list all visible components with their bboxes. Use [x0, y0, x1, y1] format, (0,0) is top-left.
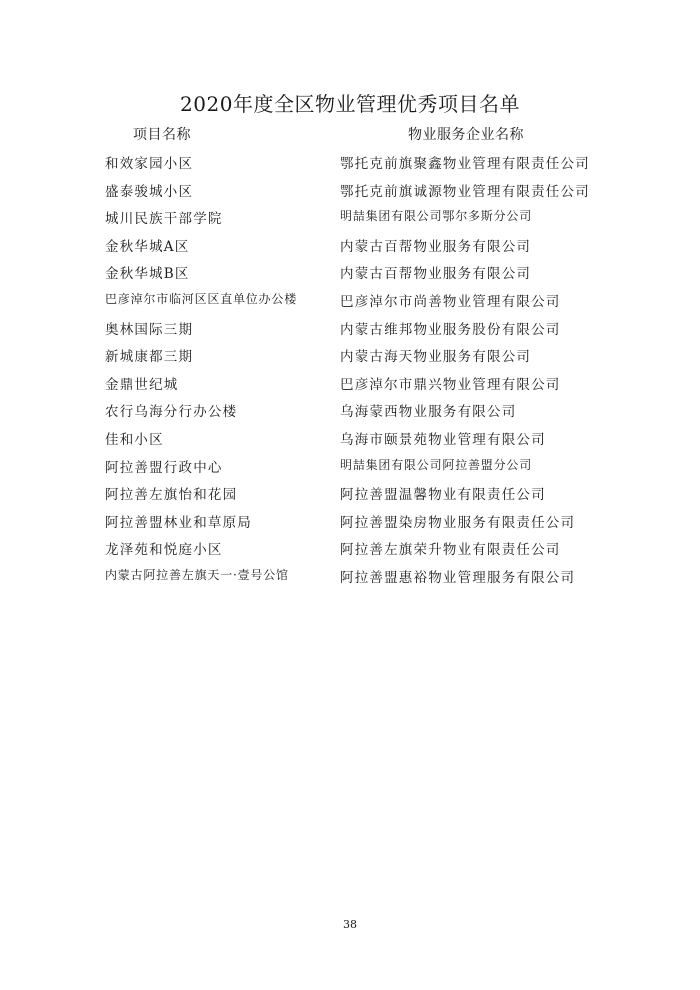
project-name: 和效家园小区	[105, 156, 194, 172]
project-name: 阿拉善盟行政中心	[105, 459, 223, 476]
list-row	[0, 343, 700, 371]
company-name: 乌海蒙西物业服务有限公司	[340, 404, 517, 421]
project-name: 内蒙古阿拉善左旗天一·壹号公馆	[105, 567, 289, 582]
column-header-project: 项目名称	[133, 127, 191, 143]
company-name: 内蒙古维邦物业服务股份有限公司	[340, 321, 561, 338]
project-name: 阿拉善盟林业和草原局	[105, 514, 252, 531]
project-name: 龙泽苑和悦庭小区	[105, 542, 223, 559]
company-name: 巴彦淖尔市鼎兴物业管理有限公司	[340, 376, 561, 393]
list-row	[0, 481, 700, 509]
company-name: 内蒙古百帮物业服务有限公司	[340, 266, 532, 283]
project-name: 佳和小区	[105, 431, 164, 448]
list-row	[0, 371, 700, 399]
project-name: 金秋华城A区	[105, 238, 190, 255]
company-name: 内蒙古百帮物业服务有限公司	[340, 238, 532, 255]
column-header-company: 物业服务企业名称	[408, 127, 524, 143]
project-name: 城川民族干部学院	[105, 211, 223, 228]
list-row	[0, 178, 700, 206]
company-name: 内蒙古海天物业服务有限公司	[340, 349, 532, 366]
project-name: 金秋华城B区	[105, 266, 190, 283]
list-row	[0, 316, 700, 344]
list-row	[0, 260, 700, 288]
company-name: 巴彦淖尔市尚善物业管理有限公司	[340, 293, 561, 310]
project-name: 阿拉善左旗怡和花园	[105, 487, 238, 504]
company-name: 阿拉善盟惠裕物业管理服务有限公司	[340, 569, 576, 586]
list-row	[0, 564, 700, 592]
list-row	[0, 150, 700, 178]
company-name: 明喆集团有限公司阿拉善盟分公司	[340, 457, 533, 472]
company-name: 阿拉善盟染房物业服务有限责任公司	[340, 514, 576, 531]
document-title: 2020年度全区物业管理优秀项目名单	[180, 92, 520, 116]
company-name: 明喆集团有限公司鄂尔多斯分公司	[340, 209, 533, 224]
list-row	[0, 233, 700, 261]
project-name: 盛泰骏城小区	[105, 183, 194, 200]
company-name: 阿拉善盟温馨物业有限责任公司	[340, 487, 546, 504]
list-row	[0, 454, 700, 482]
page-number: 38	[343, 918, 357, 931]
list-row	[0, 426, 700, 454]
list-row	[0, 205, 700, 233]
company-name: 乌海市颐景苑物业管理有限公司	[340, 431, 546, 448]
project-name: 奥林国际三期	[105, 321, 194, 338]
list-row	[0, 509, 700, 537]
project-name: 巴彦淖尔市临河区区直单位办公楼	[105, 291, 298, 306]
company-name: 鄂托克前旗聚鑫物业管理有限责任公司	[340, 156, 590, 172]
list-row	[0, 288, 700, 316]
list-row	[0, 536, 700, 564]
company-name: 阿拉善左旗荣升物业有限责任公司	[340, 542, 561, 559]
company-name: 鄂托克前旗诚源物业管理有限责任公司	[340, 183, 590, 200]
project-name: 金鼎世纪城	[105, 376, 179, 393]
project-name: 新城康都三期	[105, 349, 194, 366]
list-row	[0, 398, 700, 426]
project-list	[0, 150, 700, 592]
project-name: 农行乌海分行办公楼	[105, 404, 238, 421]
